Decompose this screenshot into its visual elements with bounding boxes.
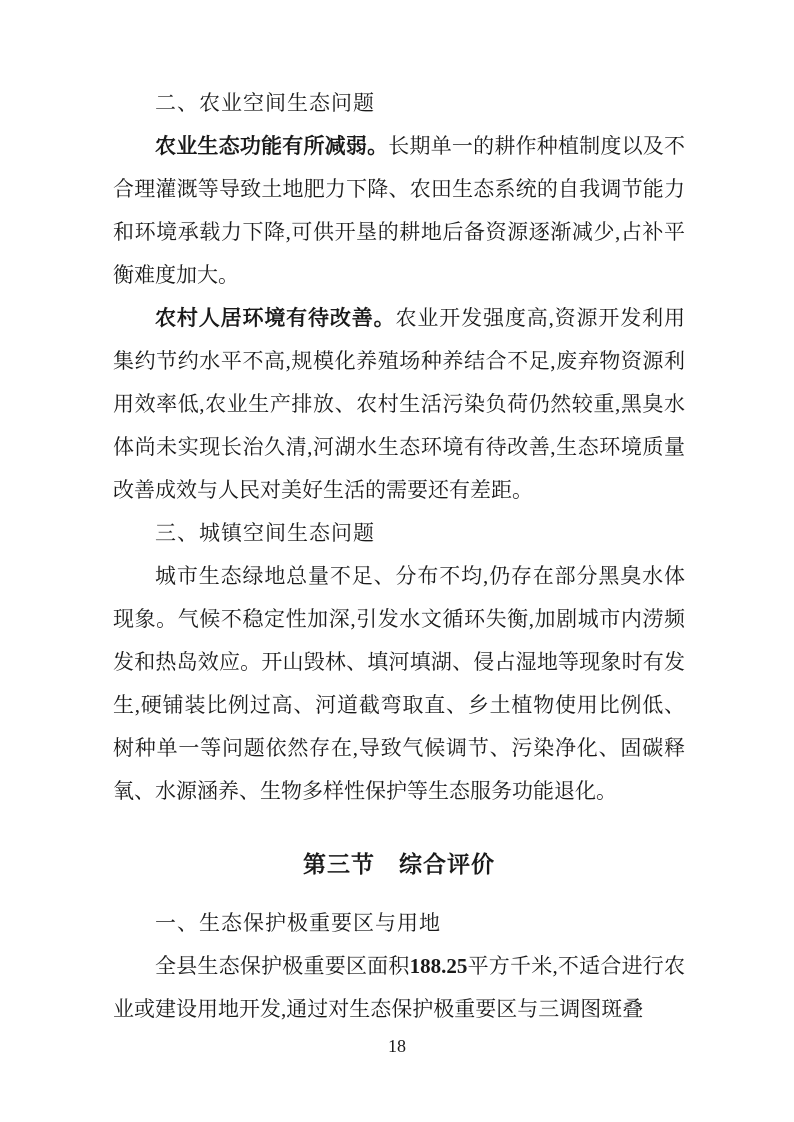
section-title-comprehensive-evaluation: 第三节 综合评价 <box>303 851 495 877</box>
paragraph-lead-rural-living-env: 农村人居环境有待改善。 <box>155 306 396 330</box>
paragraph-body-agri-eco-function: 长期单一的耕作种植制度以及不合理灌溉等导致土地肥力下降、农田生态系统的自我调节能力和环境承载力下降,可供开垦的耕地后备资源逐渐减少,占补平衡难度加大。 <box>113 134 686 287</box>
page-body <box>113 82 685 1031</box>
page-number: 18 <box>388 1036 406 1056</box>
paragraph-lead-agri-eco-function: 农业生态功能有所减弱。 <box>155 134 389 158</box>
paragraph-urban-eco-problems: 城市生态绿地总量不足、分布不均,仍存在部分黑臭水体现象。气候不稳定性加深,引发水文循环失衡,加剧城市内涝频发和热岛效应。开山毁林、填河填湖、侵占湿地等现象时有发生,硬铺装比例过高、河道截弯取直、乡土植物使用比例低、树种单一等问题依然存在,导致气候调节、污染净化、固碳释氧、水源涵养、生物多样性保护等生态服务功能退化。 <box>113 564 685 803</box>
paragraph-body-rural-living-env: 农业开发强度高,资源开发利用集约节约水平不高,规模化养殖场种养结合不足,废弃物资源利用效率低,农业生产排放、农村生活污染负荷仍然较重,黑臭水体尚未实现长治久清,河湖水生态环境有待改善,生态环境质量改善成效与人民对美好生活的需要还有差距。 <box>113 306 686 502</box>
heading-eco-protection-zone: 一、生态保护极重要区与用地 <box>155 911 441 935</box>
paragraph-eco-protection-area <box>113 945 685 1031</box>
paragraph-pre-eco-area: 全县生态保护极重要区面积 <box>155 954 410 978</box>
paragraph-post-eco-area: 平方千米,不适合进行农业或建设用地开发,通过对生态保护极重要区与三调图斑叠 <box>113 954 685 1021</box>
heading-urban-space-problems: 三、城镇空间生态问题 <box>155 521 375 545</box>
heading-agricultural-space-problems: 二、农业空间生态问题 <box>155 91 375 115</box>
paragraph-agri-eco-function <box>113 125 685 297</box>
eco-area-value: 188.25 <box>409 954 468 978</box>
paragraph-rural-living-env <box>113 297 685 512</box>
